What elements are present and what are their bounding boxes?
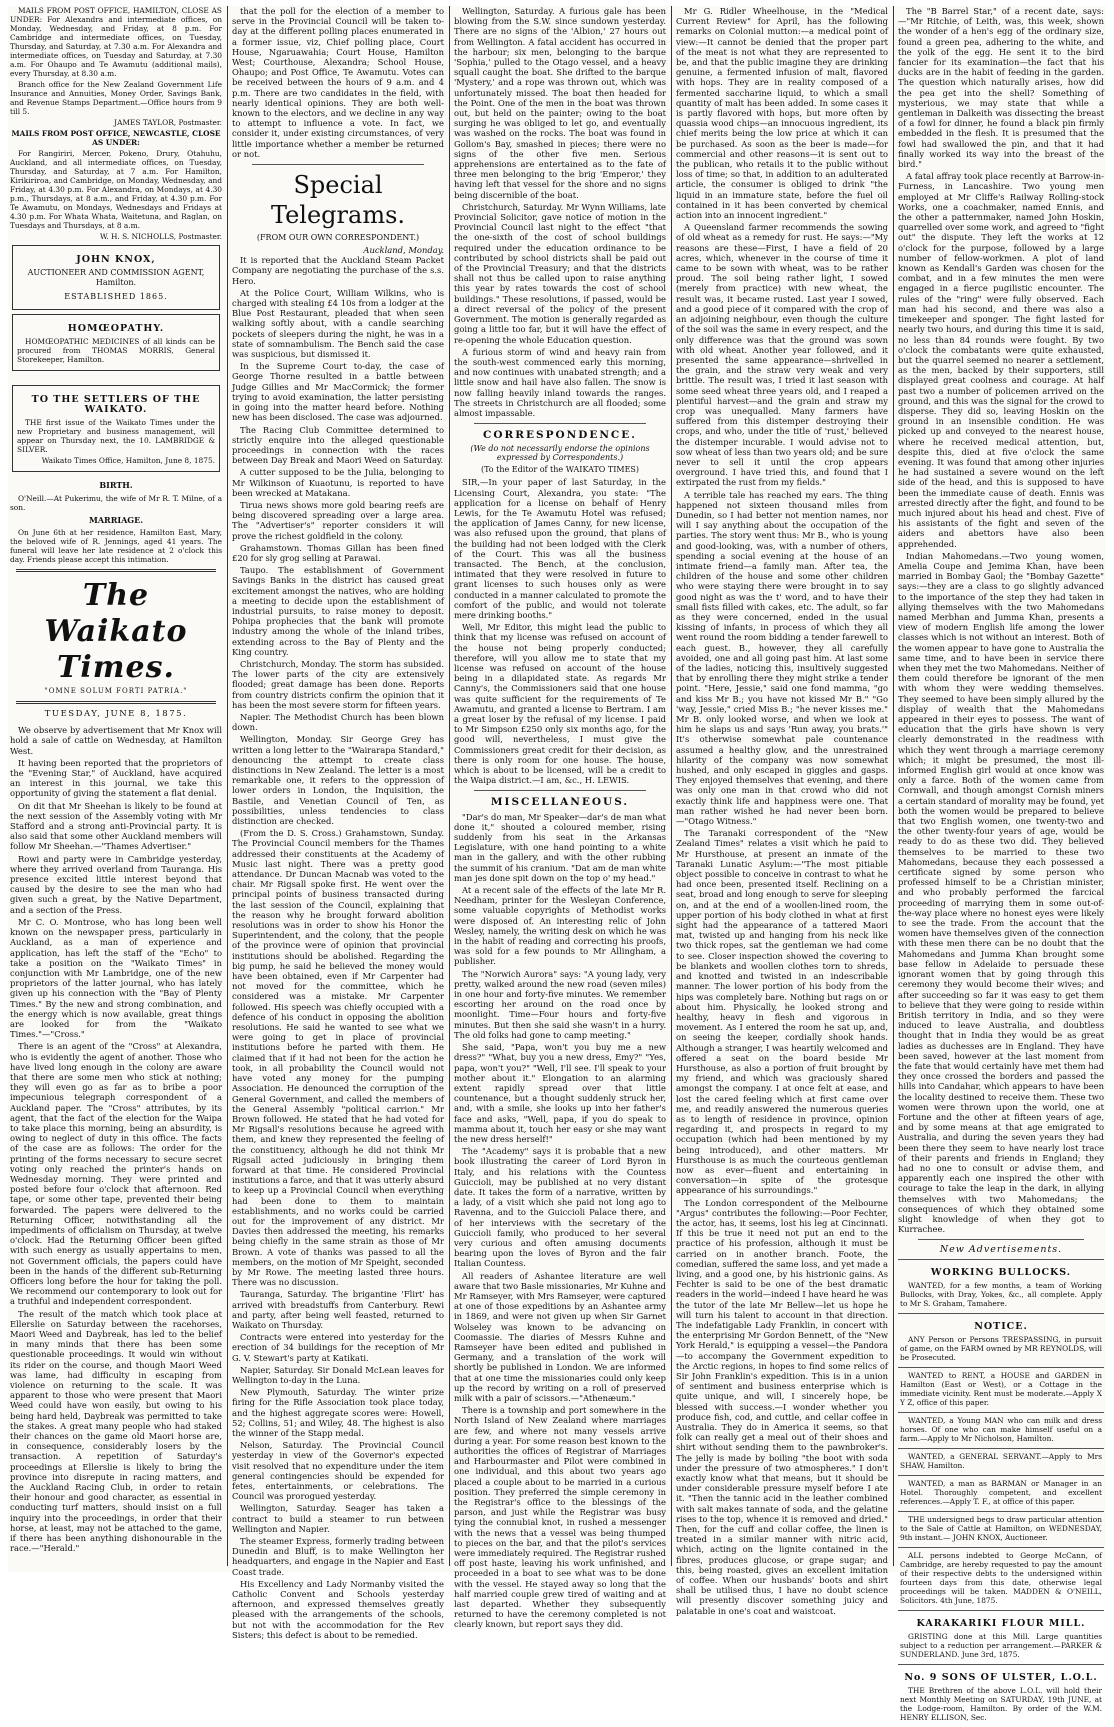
advert-text: THE undersigned begs to draw particular attention to the Sale of Cattle at Hamilton, on WEDNESDAY, 9th instant.— JOHN KNOX, Auctioneer. [900, 1514, 1102, 1542]
telegram-item: Wellington, Monday. Sir George Grey has written a long letter to the "Wairarapa Standard," denouncing the attempt to create class distinctions in New Zealand. The letter is a most remarkable one, it refers to the oppression of lower orders in London, the Inquisition, the Bastile, and Venetian Council of Ten, as possibilities, unless tendencies to class distinction are checked. [232, 734, 444, 827]
telegram-item: Wellington, Saturday. A furious gale has been blowing from the S.W. since sundown yesterday. There are no signs of the 'Albion,' 27 hours out from Wellington. A fatal accident has occurred in the harbour; six men, belonging to the barque 'Sophia,' pulled to the Otago vessel, and a heavy squall caught the boat. She drifted to the barque 'Mystery,' and a rope was thrown out, which was unfortunately missed. The boat then headed for the Point. One of the men in the boat was thrown out, but held on the painter; owing to the boat surging he was obliged to let go, and eventually was washed on the rocks. The boat was found in Gollom's Bay, smashed in pieces; there were no signs of the other five men. Serious apprehensions are entertained as to the fate of three men belonging to the brig 'Emperor,' they having left that vessel for the shore and no signs being discernible of the boat. [454, 6, 666, 200]
correspondence-disclaimer: (We do not necessarily endorse the opinions expressed by Correspondents.) [470, 444, 650, 463]
article-paragraph: It having been reported that the proprietors of the "Evening Star," of Auckland, have acquired an interest in this journal, we take this opportunity of giving the statement a flat denial. [10, 757, 222, 799]
advert [898, 1610, 1104, 1664]
marriage-heading: MARRIAGE. [88, 514, 144, 525]
telegram-item: Taupo. The establishment of Government Savings Banks in the district has caused great excitement amongst the natives, who are holding a meeting to decide upon the establishment of industrial pursuits, to raise money to deposit. Pohipa prophecies that the bank will promote industry among the whole of the inland tribes, extending across to the Bay of Plenty and the King country. [232, 565, 444, 657]
article-paragraph: The Taranaki correspondent of the "New Zealand Times" relates a visit which he paid to Mr Hursthouse, at present an inmate of the Taranaki Lunatic Asylum:—"The most pitiable object possible to conceive in contrast to what he had once been, presented itself. Reclining on a seat, broad and long enough to serve for sleeping on, and at the end of a woollen-lined room, the upper portion of his body clothed in what at first sight had the appearance of a tattered Maori mat, twisted up and hanging from his neck like two thick ropes, sat the gentleman we had come to see. Closer inspection showed the covering to be blankets and woollen clothes torn to shreds, and knotted and twisted in an indescribable manner. The lower portion of his body from the hips was completely bare. Nothing but rags on or about him. Physically, he looked strong and healthy, heavy in flesh and vigorous in movement. As I entered the room he sat up, and, on seeing the keeper, cordially shook hands. Although a stranger, I was heartily welcomed and offered a seat on the board beside Mr Hursthouse, as also a portion of fruit brought by my friend, and which was graciously shared amongst the company. I at once felt at ease, and lost the cared feeling which at first came over me, and readily answered the numerous queries as to length of residence in province, opinion regarding it, and prospects in regard to my occupation (which had been mentioned by my being introduced), and other matters. Mr Hursthouse is as much the courteous gentleman now as ever—fluent and entertaining in conversation—in spite of the grotesque appearance of his surroundings." [676, 828, 888, 1196]
telegram-item: The Racing Club Committee determined to strictly enquire into the alleged questionable proceedings in connection with the races between Day Break and Maori Weed on Saturday. [232, 424, 444, 466]
knox-advert [12, 245, 220, 310]
knox-heading: JOHN KNOX, [76, 254, 156, 265]
advert [898, 1412, 1104, 1448]
knox-subheading: AUCTIONEER AND COMMISSION AGENT, Hamilton. [27, 268, 205, 288]
settlers-notice [12, 385, 220, 472]
telegram-item: Christchurch, Saturday. Mr Wynn Williams, late Provincial Solicitor, gave notice of motion in the Provincial Council last night to the effect "that the one-sixth of the cost of school buildings required under the education ordinance to be contributed by school districts shall be paid out of the Provincial Treasury; and that the districts shall not thus be called upon to raise anything this year by rates towards the cost of school buildings." These resolutions, if passed, would be a direct reversal of the policy of the present Government. The motion is generally regarded as going a little too far, but it will have the effect of re-opening the whole Education question. [454, 201, 666, 345]
telegram-item: His Excellency and Lady Normanby visited the Catholic Convent and Schools yesterday afternoon, and expressed themselves greatly pleased with the arrangements of the schools, but not with the accommodation for the Rev Sisters; this defect is about to be remedied. [232, 1578, 444, 1640]
advert-text: WANTED, a man as BARMAN or Manager in an Hotel. Thoroughly competent, and excellent references.—Apply T. F., at office of this paper. [900, 1478, 1102, 1506]
advert [898, 1313, 1104, 1367]
branch-office-notice: Branch office for the New Zealand Government Life Insurance and Annuities, Money Order, Savings Bank, and Revenue Stamps Department.—Office hours from 9 till 5. [10, 80, 222, 116]
column-2 [232, 6, 444, 1640]
advert-heading: No. 9 SONS OF ULSTER, L.O.L. [904, 1672, 1098, 1684]
new-advertisements-heading: New Advertisements. [939, 1244, 1063, 1256]
column-1 [10, 6, 222, 1566]
dateline: Auckland, Monday. [363, 245, 444, 256]
article-paragraph: A terrible tale has reached my ears. The thing happened not sixteen thousand miles from Dunedin, so I had better not mention names, nor will I say anything about the occupation of the parties. The story went thus: Mr B., who is young and good-looking, was, with a number of others, spending a social evening at the house of an intimate friend—a family man. After tea, the children of the house and some other children who were staying there were brought in to say good night as was the t' word, and to have their small fists filled with cakes, etc. The adult, so far as they were concerned, ended in the usual kissing of infants, in process of which they all went round the room bidding a tender farewell to each guest. B., however, they all carefully avoided, one and all going past him. At last some of the ladies, noticing this, insultively suggested that by enrolling there they might strike a tender point. "Here, Jessie," said one fond mamma, "go and kiss Mr B.; you have not kissed Mr B." "Go 'way, Jessie," cried Miss B.; "he never kisses me." Mr B. only looked worse, and when we look at him he slaps us and says 'Run away, you brats.'" It's otherwise somewhat pale countenance assumed a healthy glow, and the unrestrained hilarity of the company was now somewhat hushed, and only escaped in giggles and gasps. They enjoyed themselves that evening, and there was only one man in that crowd who did not exactly think life and happiness were one. That man rather wished he had never been born.—"Otago Witness." [676, 489, 888, 827]
article-paragraph: A fatal affray took place recently at Barrow-in-Furness, in Lancashire. Two young men employed at Mr Cliffe's Railway Rolling-stock Works, one a coachmaker, named Ennis, and the other a patternmaker, named John Hoskin, quarrelled over some work, and agreed to "fight out" the dispute. They left the works at 12 o'clock for the purpose, followed by a large number of fellow-workmen. A plot of land known as Kendall's Garden was chosen for the combat, and in a few minutes the men were engaged in a fierce pugilistic encounter. The rules of the "ring" were fully observed. Each man had his second, and there was also a timekeeper and sponger. The fight lasted for nearly two hours, and during this time it is said, no less than 84 rounds were fought. By two o'clock the combatants were quite exhausted, but the quarrel seemed no nearer a settlement, as the men, backed by their supporters, still displayed great coolness and courage. At half past two a number of policemen arrived on the ground, and this was the signal for the crowd to disperse. They did so, leaving Hoskin on the ground in an insensible condition. He was picked up and conveyed to the nearest house, where he received medical attention, but, despite this, died at five o'clock the same evening. It was found that among other injuries he had sustained a severe wound on the left side of the head, and this is supposed to have been the immediate cause of death. Ennis was arrested directly after the fight, and found to be much injured about his head and chest. Five of his assistants of the fight and seven of the aiders and abettors have also been apprehended. [898, 171, 1104, 549]
misc-paragraph: "Dar's do man, Mr Speaker—dar's de man what done it," shouted a coloured member, rising suddenly from his seat in the Arkansas Legislature, with one hand pointing to a white man in the gallery, and with the other rubbing the summit of his cranium. "Dat am de man white man jes done spit down on the top o' my head." [454, 811, 666, 883]
advert-text: THE Brethren of the above L.O.L. will hold their next Monthly Meeting on SATURDAY, 19th JUNE, at the Lodge-room, Hamilton. By order of the W.M. HENRY ELLISON, Sec. [900, 1686, 1102, 1723]
telegram-item: The steamer Express, formerly trading between Dunedin and Bluff, is to make Wellington her headquarters, and engage in the Napier and East Coast trade. [232, 1536, 444, 1577]
advert [898, 1511, 1104, 1547]
section-rule [474, 423, 646, 424]
postmaster-signature-2: W. H. S. NICHOLLS, Postmaster. [99, 232, 222, 241]
section-rule [918, 1239, 1084, 1240]
postmaster-signature: JAMES TAYLOR, Postmaster. [114, 118, 222, 127]
correspondence-heading: CORRESPONDENCE. [483, 429, 637, 442]
column-divider [671, 6, 672, 1566]
advert-text: WANTED, a GENERAL SERVANT.—Apply to Mrs SHAW, Hamilton. [900, 1451, 1102, 1470]
masthead-motto: "OMNE SOLUM FORTI PATRIA." [44, 686, 188, 695]
advert-heading: NOTICE. [974, 1320, 1028, 1332]
column-divider [449, 6, 450, 1566]
telegram-item: Napier, Saturday. Sir Donald McLean leaves for Wellington to-day in the Luna. [232, 1364, 444, 1385]
telegrams-source: (FROM OUR OWN CORRESPONDENT.) [256, 233, 420, 243]
advert-text: WANTED, for a few months, a team of Working Bullocks, with Dray, Yokes, &c., all complete. Apply to Mr S. Graham, Tamahere. [900, 1280, 1102, 1308]
telegram-item: Nelson, Saturday. The Provincial Council yesterday in view of the Governor's expected visit resolved that no expenditure under the item general contingencies should be expended for fetes, entertainments, or celebrations. The Council was prorogued yesterday. [232, 1440, 444, 1502]
advert-heading: KARAKARIKI FLOUR MILL. [916, 1617, 1086, 1629]
telegram-item: New Plymouth, Saturday. The winter prize firing for the Rifle Association took place today, and the highest aggregate scores were: Howell, 52; Collins, 51; and Wiley, 48. The highest is also the winner of the Stapp medal. [232, 1387, 444, 1438]
advert [898, 1664, 1104, 1727]
article-paragraph: On dit that Mr Sheehan is likely to be found at the next session of the Assembly voting with Mr Stafford and a strong anti-Provincial party. It is also said that some other Auckland members will follow Mr Sheehan.—"Thames Advertiser." [10, 800, 222, 852]
masthead-rule-bottom [16, 701, 216, 704]
mails-newcastle-notice: For Rangiriri, Mercer, Pokeno, Drury, Otahuhu, Auckland, and all intermediate offices, on Tuesday, Thursday, and Saturday, at 7 a.m. For Hamilton, Kirikiriroa, and Cambridge, on Monday, Wednesday, and Friday, at 4.30 p.m. For Alexandra, on Mondays, at 4.30 p.m., Thursdays, at 8 a.m., and Friday, at 4.30 p.m. For Te Awamutu, on Mondays, Wednesdays and Fridays at 4.30 p.m. For Whata Whata, Waitetuna, and Raglan, on Tuesdays and Thursdays, at 8 a.m. [10, 149, 222, 230]
telegram-item: Tirua news shows more gold bearing reefs are being discovered spreading over a large area. The "Advertiser's" reporter considers it will prove the richest goldfield in the colony. [232, 499, 444, 541]
column-divider [227, 6, 228, 1566]
mails-notice: MAILS FROM POST OFFICE, HAMILTON, CLOSE AS UNDER: For Alexandra and intermediate offices, on Monday, Wednesday, and Friday, at 8 p.m. For Cambridge and intermediate offices, on Tuesday, Thursday, and Saturday, at 7.30 a.m. For Alexandra and intermediate offices, on Tuesday and Saturday, at 7.30 a.m. For Ohaupo and Te Awamutu (additional mails), every Thursday, at 8.30 a.m. [10, 6, 222, 78]
article-paragraph: Mr G. Ridler Wheelhouse, in the "Medical Current Review" for April, has the following remarks on Colonial mutton:—a medical point of view:—It cannot be denied that the proper part of the meat is not what they are represented to be, and that the public imagine they are drinking genuine, a fermented infusion of malt, flavored with hops. They are in reality composed of a fermented saccharine liquid, to which a small quantity of malt has been added. In some cases it is partly flavored with hops, but more often by quassia wood chips—an innocuous ingredient, its chief merits being the low price at which it can be purchased. As soon as the beer is made—for commercial and other reasons—it is sent out to the publican, who retails it to the public without loss of time; so that, in addition to an adulterated article, the consumer is obliged to drink "the liquid in an immature state, before the fuel oil contained in it has been converted by chemical action into an innocent ingredient." [676, 6, 888, 221]
advert-text: WANTED to RENT, a HOUSE and GARDEN in Hamilton (East or West), or a Cottage in the immediate vicinity. Rent must be moderate.—Apply X Y Z, office of this paper. [900, 1370, 1102, 1407]
telegram-item: Napier. The Methodist Church has been blown down. [232, 711, 444, 733]
telegram-item: At the Police Court, William Wilkins, who is charged with stealing £4 10s from a lodger at the Blue Post Restaurant, pleaded that when seen walking softly about, with a candle searching pockets of sleepers during the night, he was in a state of somnambulism. The Bench said the case was suspicious, but dismissed it. [232, 287, 444, 360]
article-paragraph: Rowi and party were in Cambridge yesterday, where they arrived overland from Tauranga. His presence excited little interest beyond that caused by the desire to see the man who had given such a great, by the Native Department, and a section of the Press. [10, 853, 222, 915]
knox-established: ESTABLISHED 1865. [64, 291, 168, 301]
advert [898, 1475, 1104, 1511]
mails-newcastle-heading: MAILS FROM POST OFFICE, NEWCASTLE, CLOSE AS UNDER: [11, 129, 221, 147]
column-3 [454, 6, 666, 1630]
article-paragraph: We observe by advertisement that Mr Knox will hold a sale of cattle on Wednesday, at Hamilton West. [10, 725, 222, 756]
article-paragraph: The London correspondent of the Melbourne "Argus" contributes the following:—Poor Fechter, the actor, has, it seems, lost his leg at Cincinnati. If this be true it need not put an end to the practice of his profession, although it must be carried on in another branch. Foote, the comedian, suffered the same loss, and yet made a living, and a good one, by his histrionic gains. As Fechter is said to be one of the best dramatic readers in the world—indeed I have heard he was the tutor of the late Mr Bellew—let us hope he will turn his talent to account in that direction. The indefatigable Lady Franklin, in concert with the enterprising Mr Gordon Bennett, of the "New York Herald," is equipping a vessel—the Pandora—to accompany the Government expedition to the Arctic regions, in hopes to find some relics of Sir John Franklin's expedition. This is in a union of sentiment and business enterprise which is quite unique, and will, I sincerely hope, be blessed with success.—I wonder whether you produce fish, cod, and cuttle, and cellar coffee in Australia. They do in America it seems, so that folk can really get a meal out of their shoes and shirt without sending them to the pawnbroker's. The jelly is made by boiling "the boot with soda under the pressure of two atmospheres." I don't exactly know what that means, but it should be under considerable pressure myself before I ate it. "Then the tannic acid in the leather combined with salt makes tannate of soda, and the gelatine rises to the top, whence it is removed and dried." Then, for the cuff and collar coffee, the linen is treated in a similar manner with nitric acid, which, acting on the lignite contained in the fibres, produces glucose, or grape sugar; and this, being roasted, gives an excellent imitation of coffee. When our husbands' boots and shirt shall be utilised thus, I have no doubt science will presently discover something juicy and palatable in one's coat and waistcoat. [676, 1197, 888, 1616]
misc-paragraph: The "Academy" says it is probable that a new book illustrating the career of Lord Byron in Italy, and his relations with the Countess Guiccioli, may be published at no very distant date. It takes the form of a narrative, written by a lady, of a visit which she paid not long ago to Ravenna, and to the Guiccioli Palace there, and of her interviews with the secretary of the Guiccioli family, who produced to her several very curious and often amusing documents bearing upon the loves of Byron and the fair Italian Countess. [454, 1146, 666, 1269]
advert [898, 1367, 1104, 1412]
letter-address: (To the Editor of the WAIKATO TIMES) [480, 465, 640, 475]
column-4 [676, 6, 888, 1616]
homeopathy-text: HOMŒOPATHIC MEDICINES of all kinds can be procured from THOMAS MORRIS, General Storekeeper, Hamilton. [17, 337, 215, 365]
homeopathy-heading: HOMŒOPATHY. [67, 322, 165, 334]
miscellaneous-heading: MISCELLANEOUS. [490, 796, 630, 809]
column-5 [898, 6, 1104, 1723]
settlers-text: THE first issue of the Waikato Times under the new Proprietary and business management, will appear on Thursday next, the 10. LAMBRIDGE & SILVER. [17, 418, 215, 455]
article-paragraph: The "B Barrel Star," of a recent date, says:—"Mr Ritchie, of Leith, was, this week, shown the wonder of a hen's egg of the ordinary size, found a green pea, adhering to the white, and the yolk of the egg. He sent it to the bird fancier for its examination—the fact that his ducks are in the habit of feeding in the garden. The question which naturally arises, how did the pea get into the shell? Something of mysterious, we may state that while a gentleman in Dalkeith was dissecting the breast of a fowl for dinner, he found a black pin firmly embedded in the flesh. It is presumed that the fowl had swallowed the pin, and that it had finally worked its way into the breast of the bird." [898, 6, 1104, 170]
article-paragraph: Mr C. O. Montrose, who has long been well known on the newspaper press, particularly in Auckland, as a man of experience and application, has left the staff of the "Echo" to take a position on the "Waikato Times" in conjunction with Mr Lambridge, one of the new proprietors of the latter journal, who has lately given up his connection with the "Bay of Plenty Times." By the new and strong combination, and the energy which is now available, great things are looked for from the "Waikato Times."—"Cross." [10, 916, 222, 1040]
issue-date: TUESDAY, JUNE 8, 1875. [44, 709, 188, 720]
marriage-notice: On June 6th at her residence, Hamilton East, Mary, the beloved wife of R. Jennings, aged 41 years. The funeral will leave her late residence at 2 o'clock this day. Friends please accept this intimation. [10, 527, 222, 564]
settlers-signature: Waikato Times Office, Hamilton, June 8, 1875. [41, 456, 215, 466]
telegram-item: Christchurch, Monday. The storm has subsided. The lower parts of the city are extensively flooded; great damage has been done. Reports from country districts confirm the opinion that it has been the most severe storm for fifteen years. [232, 658, 444, 710]
article-paragraph: There is an agent of the "Cross" at Alexandra, who is evidently the agent of another. Those who have lived long enough in the colony are aware that there are some men who stick at nothing; they will even go as far as to bribe a poor impecunious telegraph correspondent of a Auckland paper. The "Cross" attributes, by its agent, that the fact of the election for the Waipa to take place this morning, being an absurdity, is owing to neglect of duty in this office. The facts of the case are as follows: The order for the printing of the forms necessary to secure secret voting only reached the printer's hands on Wednesday morning. They were printed and posted before four o'clock that afternoon. Red tape, or some other tape, prevented their being forwarded. The papers were delivered to the Returning Officer, notwithstanding all the impediments of officialism on Thursday, at twelve o'clock. Had the Returning Officer been gifted with such energy as usually appertains to men, not Government officials, the papers could have been in the hands of the different sub-Returning Officers long before the hour for taking the poll. We recommend our contemporary to look out for a truthful and independent correspondent. [10, 1041, 222, 1307]
birth-notice: O'Neill.—At Pukerimu, the wife of Mr R. T. Milne, of a son. [10, 493, 222, 512]
article-paragraph: Indian Mahomedans.—Two young women, Amelia Coupe and Jemima Khan, have been married in Bombay Gaol; the "Bombay Gazette" says:—they are a class to go slightly advanced to the importance of the step they had taken in allying themselves with the two Mahomedans named Merbhan and Jumma Khan, presents a view of modern English life among the lower classes which is not without an interest. Both of the women appear to have gone to Australia the same time, and to have been in service there when they met the two Mahomedans. Neither of them could therefore be ignorant of the men with whom they were wedding themselves. They seemed to have been simply allured by the display of wealth that the Mahomedans appeared in their eyes to possess. The want of education that the girls have shown is very clearly demonstrated in the readiness with which they went through a marriage ceremony which; it might be presumed, the most ill-informed English girl would at once know was only a farce. Both of the women came from Cornwall, and though amongst Cornish miners a certain standard of morality may be found, yet both the women would be prepared to believe that two English women, one twenty-two and the other twenty-four years of age, would be ready to do as these two did. They believed themselves to be married to these two Mahomedans, because they each possessed a certificate signed by some person who professed himself to be a Christian minister, and who probably performed the farcical proceeding of marrying them in some out-of-the-way place where no honest eyes were likely to see the trade. From the account that the women have themselves given of the connection with these men there can be no doubt that the Mahomedans and Jumma Khan brought some base fellow in Adelaide to persuade these ignorant women that by going through this ceremony they would become their wives; and after succeeding so far it was easy to get them to believe that they were going to reside within British territory in India, and so they were induced to leave Australia, and doubtless thought that in India they would be as great ladies as duchesses are in England. They have been saved, however at the last moment from the fate that would certainly have met them had they once crossed the borders and passed the hills into Candahar, which appears to have been the locality destined to receive them. These two women were thrown upon the world, one at Fortune and the other at fifteen years of age, and by some means at that age emigrated to Australia, and during the seven years they had been there they seem to have nearly lost trace of their parents and friends in England; they had no one to consult or advise them, and apparently each one inspired the other with courage to take the leap in the dark, in allying themselves with two Mahomedans; the consequences of which they obtained some slight knowledge of when they got to Kurrachee. [898, 550, 1104, 1235]
advert-heading: WORKING BULLOCKS. [930, 1266, 1072, 1278]
settlers-heading: TO THE SETTLERS OF THE WAIKATO. [31, 394, 201, 416]
advert-text: WANTED, a Young MAN who can milk and dress horses. Of one who can make himself useful on a farm.—Apply to Mr Nicholson, Hamilton. [900, 1415, 1102, 1443]
special-telegrams-heading: Special Telegrams. [270, 171, 406, 230]
advert-text: GRISTING done at this Mill. Large quantities subject to a reduction per arrangement.—PARKER & SUNDERLAND. June 3rd, 1875. [900, 1632, 1102, 1660]
advert-text: ALL persons indebted to George McCann, of Cambridge, are hereby requested to pay the amount of their respective debts to the undersigned within fourteen days from this date, otherwise legal proceedings will be taken. MADDEN & O'NEILL, Solicitors. 4th June, 1875. [900, 1550, 1102, 1605]
advert [898, 1259, 1104, 1313]
advert-text: ANY Person or Persons TRESPASSING, in pursuit of game, on the FARM owned by MR REYNOLDS, will be Prosecuted. [900, 1334, 1102, 1362]
homeopathy-advert [12, 314, 220, 371]
masthead-title: The Waikato Times. [44, 577, 188, 685]
newspaper-page [8, 6, 1106, 1723]
column-divider [893, 6, 894, 1566]
misc-paragraph: All readers of Ashantee literature are well aware that two Basle missionaries, Mr Kuhne and Mr Ramseyer, with Mrs Ramseyer, were captured at one of those expeditions by an Ashantee army in 1869, and were not given up when Sir Garnet Wolseley was known to be advancing on Coomassie. The diaries of Messrs Kuhne and Ramseyer have been edited and published in Germany, and a translation of the work will shortly be published in London. We are informed that at one time the missionaries could only keep up the record by writing on a roll of preserved milk with a pair of scissors.—"Athenæum." [454, 1270, 666, 1403]
misc-paragraph: The "Norwich Aurora" says: "A young lady, very pretty, walked around the new road (seven miles) in one hour and forty-five minutes. We remember escorting her around on the road once by moonlight. Time—Four hours and forty-five minutes. But then she said she wasn't in a hurry. The old folks had gone to camp meeting." [454, 968, 666, 1040]
telegram-item: Wellington, Saturday. Seager has taken a contract to build a steamer to run between Wellington and Napier. [232, 1503, 444, 1534]
article-paragraph: The result of the match which took place at Ellerslie on Saturday between the racehorses, Maori Weed and Daybreak, has led to the belief in many minds that there has been some questionable proceedings. It would win without its rider on the course, and though Maori Weed was lame, had difficulty in escaping from violence on returning to the scale. It was apparent to those who were present that Maori Weed could have won easily, but owing to his being hard held, Daybreak was permitted to take the stakes. A great many people who had staked their chances on the game old Maori horse are, in consequence, considerably losers by the transaction. A repetition of Saturday's proceedings at Ellerslie is likely to bring the province into disrepute in racing matters, and the Auckland Racing Club, in order to retain their honour and good character, as essential in conducting turf matters, should insist on a full inquiry into the proceedings, in order that their horse, at least, may not be attached to the game, if there has been anything dishonourable in the race.—"Herald." [10, 1308, 222, 1554]
telegram-item: A cutter supposed to be the Julia, belonging to Mr Wilkinson of Kuaotunu, is reported to have been wrecked at Matakana. [232, 467, 444, 498]
section-rule [252, 164, 424, 165]
telegram-item: A furious storm of wind and heavy rain from the south-west commenced early this morning, and now continues with unabated strength; and a little snow and hail have also fallen. The snow is now falling heavily inland towards the ranges. The streets in Christchurch are all flooded; some almost impassable. [454, 346, 666, 418]
birth-heading: BIRTH. [99, 480, 133, 491]
advert [898, 1448, 1104, 1475]
letter-paragraph: SIR,—In your paper of last Saturday, in the Licensing Court, Alexandra, you state: "The application for a license on behalf of Henry Lewis, for the Te Awamutu Hotel was refused; the application of James Canny, for new license, was also refused upon the ground, that plans of the building had not been lodged with the Clerk of the Court. This was all the business transacted. The Bench, at the conclusion, intimated that they were resolved in future to grant licenses to such houses only as were conducted in a manner calculated to promote the comfort of the public, and would not tolerate mere drinking booths." [454, 477, 666, 620]
telegram-item: Contracts were entered into yesterday for the erection of 34 buildings for the reception of Mr G. V. Stewart's party at Katikati. [232, 1332, 444, 1363]
misc-paragraph: There is a township and port somewhere in the North Island of New Zealand where marriages are few, and where not many vessels arrive during a year. For some reason best known to the authorities the offices of Registrar of Marriages and Harbourmaster and Pilot were combined in one individual, and this about two years ago placed a couple about to be married in a curious position. They preferred the simple ceremony in the Registrar's office to the blessings of the parson, and just while the Registrar was busy tying the connubial knot, in rushed a messenger with the news that a vessel was being thumped to pieces on the bar, and that the pilot's services were immediately required. The Registrar rushed off post haste, leaving his work unfinished, and proceeded in a boat to see what was to be done with the vessel. He stayed away so long that the half married couple grew tired of waiting and at last departed. Whether they subsequently returned to have the ceremony completed is not clearly known, but report says they did. [454, 1405, 666, 1630]
letter-paragraph: Well, Mr Editor, this might lead the public to think that my license was refused on account of the house not being properly conducted; therefore, will you allow me to state that my license was refused on account of the house being in a dilapidated state. As regards Mr Canny's, the Commissioners said that one house was quite sufficient for the requirements of Te Awamutu, and granted a license to Bertram. I am a great loser by the refusal of my license. I paid to Mr Simpson £250 only six months ago, for the good will, nevertheless, I must give the Commissioners great credit for their decision, as there is only room for one house. The house, which is about to be licensed, will be a credit to the Waipa district.—I am, &c., H. LEWIS. [454, 622, 666, 786]
telegram-item: (From the D. S. Cross.) Grahamstown, Sunday. The Provincial Council members for the Thames addressed their constituents at the Academy of Music last night. There was a pretty good attendance. Dr Duncan Macnab was voted to the chair. Mr Rigsall spoke first. He went over the principal points of business transacted during the last session of the Council, explaining that the reason why he brought forward abolition resolutions was in order to show his Honor the Superintendent, and the colony, that the people of the province were of opinion that provincial institutions should be abolished. Regarding the big pump, he said he believed the money would have been obtained, even if Mr Carpenter had not moved for the committee, which he considered was a mistake. Mr Carpenter followed. His speech was chiefly occupied with a defence of his conduct in opposing the abolition resolutions. He said he wanted to see what we were going to get in place of provincial institutions before he parted with them. He claimed that if it had not been for the action he took, in all probability the Council would not have voted any money for the pumping Association. He denounced the corruption of the General Government, and called the members of the General Assembly "political carrion." Mr Brown followed. He stated that he had voted for Mr Rigsall's resolutions because he agreed with them, and knew they represented the feeling of the constituency, although he did not think Mr Rigsall acted judiciously in bringing them forward at that time. He considered Provincial institutions a farce, and that it was utterly absurd to keep up a Provincial Council when everything had been done to them to maintain establishments, and no works could be carried out for the improvement of any district. Mr Davies then addressed the meeting, his remarks being chiefly in the same strain as those of Mr Brown. A vote of thanks was passed to all the members, on the motion of Mr Speight, seconded by Mr Rowe. The meeting lasted three hours. There was no discussion. [232, 828, 444, 1288]
telegram-item: It is reported that the Auckland Steam Packet Company are negotiating the purchase of the s.s. Hero. [232, 255, 444, 286]
election-paragraph: that the poll for the election of a member to serve in the Provincial Council will be taken to-day at the different polling places enumerated in a former issue, viz, Chief polling place, Court House, Ngaruawahia; Court House, Hamilton West; Courthouse, Alexandra; School House, Ohaupo; and Post Office, Te Awamutu. Votes can be received between the hours of 9 a.m. and 4 p.m. There are two candidates in the field, with nearly identical opinions. They are both well-known to the electors, and we decline in any way to attempt to influence a vote. In fact, we consider it, under existing circumstances, of very little importance whether a member be returned or not. [232, 6, 444, 159]
section-rule [474, 790, 646, 791]
article-paragraph: A Queensland farmer recommends the sowing of old wheat as a remedy for rust. He says:—"My reasons are these—First, I have a field of 20 acres, which, whenever in the course of time it came to be sown with wheat, was to be rather proud. The soil being rather light, I sowed (merely from practice) with new wheat, the result was, it became rusted. Last year I sowed, and a good piece of it compared with the crop of an adjoining neighbour, even though the culture of the soil was the same in every respect, and the only difference was that the ground was sown with old wheat. Another year followed, and it presented the same appearance—shrivelled in the grain, and the straw very weak and very brittle. The result was, I tried it last season with some seed wheat three years old, and I reaped a plentiful harvest—and the grain and straw my crop was unequalled. Many farmers have suffered from this distemper destroying their crops, and who, under the title of 'rust,' believed the distemper incurable. I would advise not to sow wheat of less than two years old; and be sure never to sell it until the crop appears overground. I have tried this, and found that I extirpated the rust from my fields." [676, 222, 888, 488]
telegram-item: Grahamstown. Thomas Gillan has been fined £20 for sly grog selling at Parawai. [232, 542, 444, 563]
telegram-item: Tauranga, Saturday. The brigantine 'Flirt' has arrived with breadstuffs from Canterbury. Rewi and party, after being well feasted, returned to Waikato on Thursday. [232, 1289, 444, 1330]
misc-paragraph: At a recent sale of the effects of the late Mr R. Needham, printer for the Wesleyan Conference, some valuable copyrights of Methodist works were disposed of. An interesting relic of John Wesley, namely, the writing desk on which he was in the habit of reading and correcting his proofs, was sold for a few pounds to Mr Allingham, a publisher. [454, 885, 666, 967]
telegram-item: In the Supreme Court to-day, the case of George Thorne resulted in a battle between Judge Gillies and Mr MacCormick; the former trying to avoid examination, the latter persisting in going into the matter heard before. Nothing new has been disclosed. The case was adjourned. [232, 361, 444, 423]
advert [898, 1547, 1104, 1610]
masthead-rule-top [16, 569, 216, 572]
misc-paragraph: She said, "Papa, won't you buy me a new dress?" "What, buy you a new dress, Emy?" "Yes, papa, won't you?" "Well, I'll see. I'll speak to your mother about it." Elongation to an alarming extent rapidly spread over that little countenance, but a thought suddenly struck her, and, with a smile, she looks up into her father's face and asks, "Well, papa, if you do speak to mamma about it, touch her easy or she may want the new dress herself!" [454, 1042, 666, 1144]
